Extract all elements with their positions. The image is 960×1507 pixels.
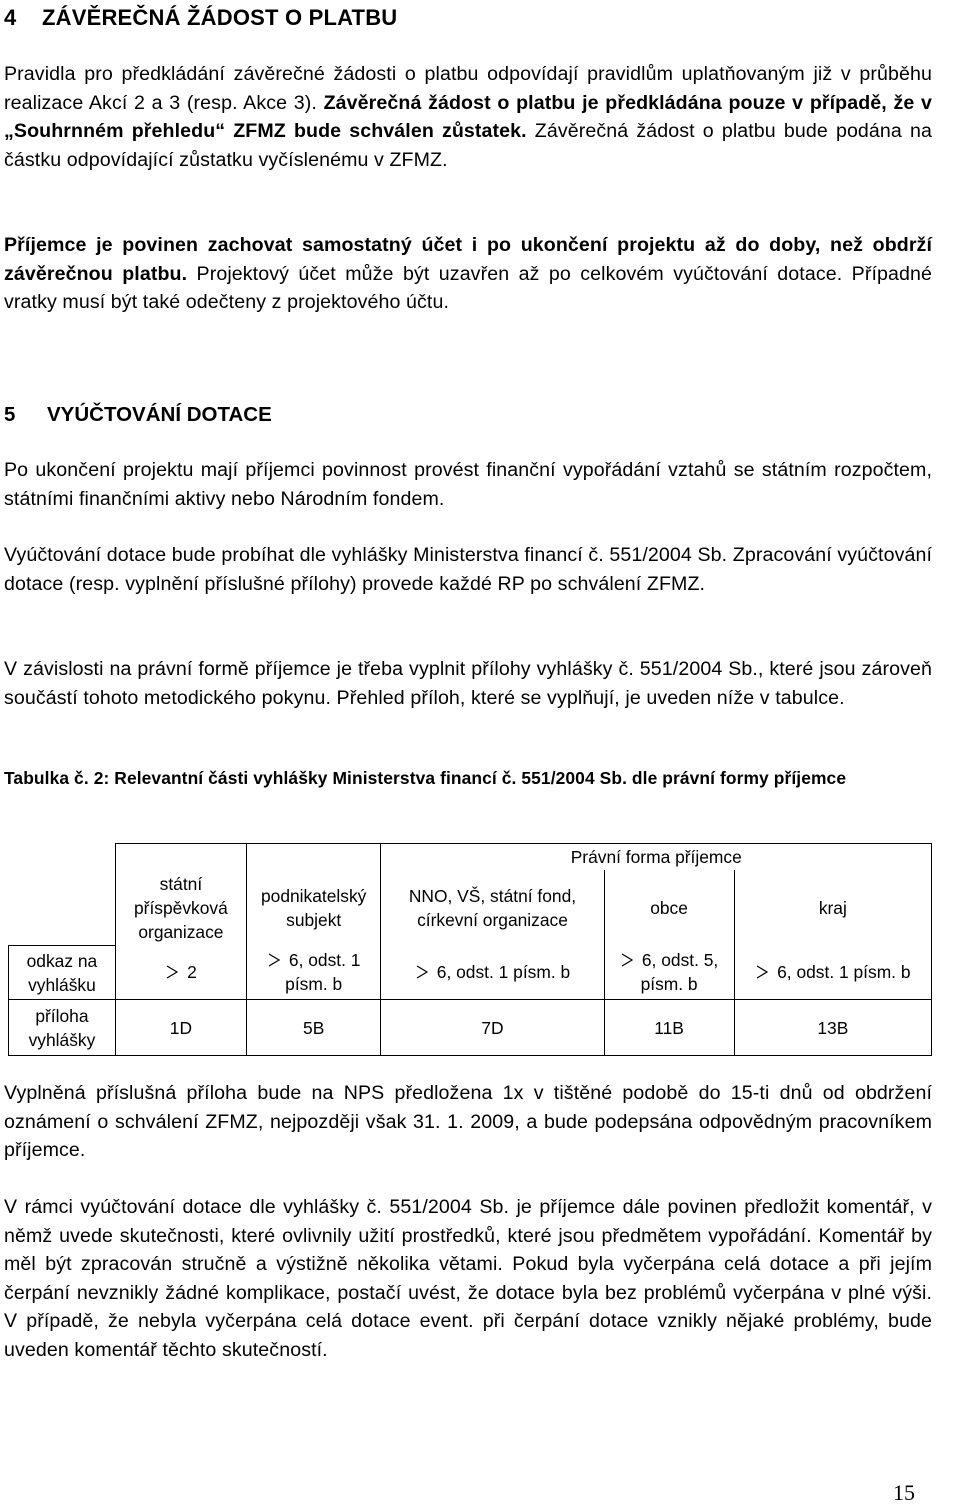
annex-cell: 11B [604,1000,734,1056]
annex-cell: 13B [734,1000,931,1056]
col-header-business: podnikatelský subjekt [246,870,381,946]
ref-cell: 6, odst. 1 písm. b [246,946,381,1000]
arrow-marker-icon [620,953,634,967]
arrow-marker-icon [415,965,429,979]
section-5-heading [4,400,272,430]
paragraph-submission: Vyplněná příslušná příloha bude na NPS předložena 1x v tištěné podobě do 15-ti dnů od obdržení oznámení o schválení ZFMZ, nejpozději však 31. 1. 2009, a bude podepsána odpovědným pracovníkem příjemce. [4,1082,932,1162]
section-4-number: 4 [4,5,17,30]
col-header-nno: NNO, VŠ, státní fond, církevní organizace [381,870,604,946]
paragraph-project-account: Příjemce je povinen zachovat samostatný účet i po ukončení projektu až do doby, než obdrží závěrečnou platbu. Projektový účet může být uzavřen až po celkovém vyúčtování dotace. Případné vratky musí být také odečteny z projektového účtu. [4,234,933,314]
decree-annex-table [8,843,932,1056]
arrow-marker-icon [165,965,179,979]
annex-cell: 1D [115,1000,246,1056]
arrow-marker-icon [755,965,769,979]
col-header-state-org: státní příspěvková organizace [115,870,246,946]
section-4-heading [4,2,397,34]
paragraph-settlement-duty: Po ukončení projektu mají příjemci povinnost provést finanční vypořádání vztahů se státním rozpočtem, státními finančními aktivy nebo Národním fondem. [4,459,932,510]
page-number: 15 [893,1480,915,1505]
section-5-title: VYÚČTOVÁNÍ DOTACE [47,403,272,426]
section-5-number: 5 [4,403,16,426]
paragraph-settlement-decree: Vyúčtování dotace bude probíhat dle vyhlášky Ministerstva financí č. 551/2004 Sb. Zpracování vyúčtování dotace (resp. vyplnění příslušné přílohy) provede každé RP po schválení ZFMZ. [4,544,932,595]
ref-cell: 6, odst. 1 písm. b [734,946,931,1000]
ref-cell: 6, odst. 1 písm. b [381,946,604,1000]
annex-cell: 5B [246,1000,381,1056]
table-caption: Tabulka č. 2: Relevantní části vyhlášky Ministerstva financí č. 551/2004 Sb. dle právní formy příjemce [4,768,847,788]
ref-cell: 6, odst. 5, písm. b [604,946,734,1000]
ref-cell: 2 [115,946,246,1000]
annex-cell: 7D [381,1000,604,1056]
paragraph-final-payment-rules: Pravidla pro předkládání závěrečné žádosti o platbu odpovídají pravidlům uplatňovaným již v průběhu realizace Akcí 2 a 3 (resp. Akce 3). Závěrečná žádost o platbu je předkládána pouze v případě, že v „Souhrnném přehledu“ ZFMZ bude schválen zůstatek. Závěrečná žádost o platbu bude podána na částku odpovídající zůstatku vyčíslenému v ZFMZ. [4,63,933,171]
section-4-title: ZÁVĚREČNÁ ŽÁDOST O PLATBU [42,5,398,30]
legal-form-group-header: Právní forma příjemce [381,844,932,870]
row-label-annex: příloha vyhlášky [9,1000,116,1056]
row-label-decree-ref: odkaz na vyhlášku [9,946,116,1000]
paragraph-commentary: V rámci vyúčtování dotace dle vyhlášky č. 551/2004 Sb. je příjemce dále povinen předložit komentář, v němž uvede skutečnosti, které ovlivnily užití prostředků, které jsou předmětem vypořádání. Komentář by měl být zpracován stručně a výstižně několika větami. Pokud byla vyčerpána celá dotace a při jejím čerpání nevznikly žádné komplikace, postačí uvést, že dotace byla bez problémů vyčerpána v plné výši. V případě, že nebyla vyčerpána celá dotace event. při čerpání dotace vznikly nějaké problémy, bude uveden komentář těchto skutečností. [4,1196,932,1361]
col-header-region: kraj [734,870,931,946]
col-header-municipalities: obce [604,870,734,946]
arrow-marker-icon [267,953,281,967]
paragraph-annexes: V závislosti na právní formě příjemce je třeba vyplnit přílohy vyhlášky č. 551/2004 Sb., které jsou zároveň součástí tohoto metodického pokynu. Přehled příloh, které se vyplňují, je uveden níže v tabulce. [4,658,932,709]
